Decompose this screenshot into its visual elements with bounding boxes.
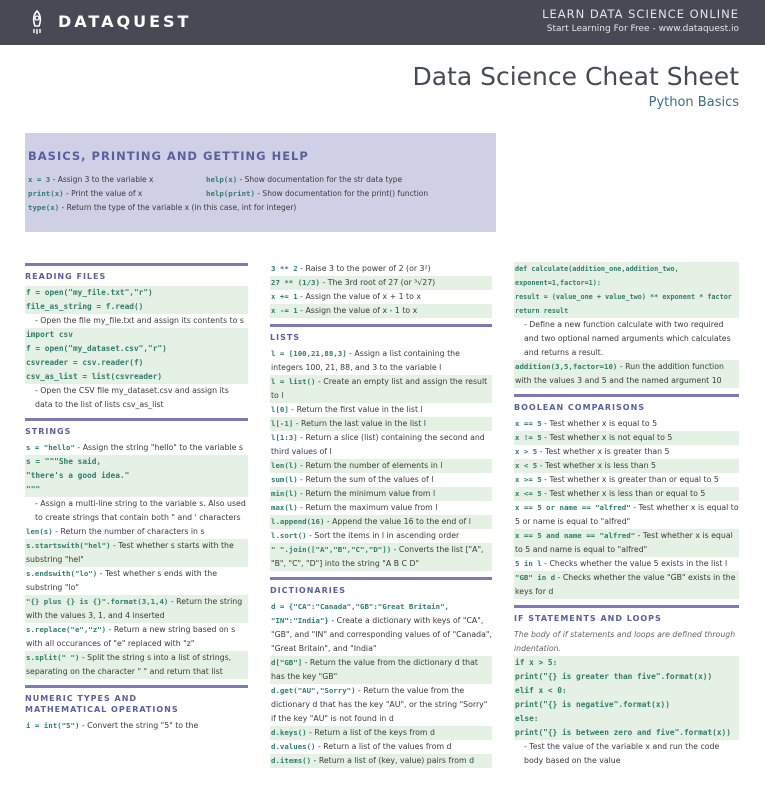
list-item [270,501,492,515]
numeric-item [25,719,248,733]
section-rule [25,685,248,688]
item-description: - Run the addition function with the values 3 and 5 and the named argument 10 [515,362,724,385]
section-rule [270,324,492,327]
code-snippet: help(print) [206,189,255,198]
math-item [270,262,492,276]
item-description: - Convert the string "5" to the [79,721,199,730]
list-item [270,515,492,529]
if-intro: The body of if statements and loops are defined through indentation. [514,630,736,653]
list-item [270,459,492,473]
code-snippet: l[-1] [271,419,294,428]
description: - Open the file my_file.txt and assign its contents to s [35,316,244,325]
code-snippet: d.keys() [271,728,307,737]
item-description: - Show documentation for the str data type [237,175,403,184]
list-item [270,417,492,431]
item-description: - Return the number of elements in l [297,461,443,470]
code-line: f = open("my_file.txt","r") [25,286,248,300]
dict-item [270,740,492,754]
reading-files-heading: READING FILES [25,272,107,281]
item-description: - Create a dictionary with keys of "CA", "GB", and "IN" and corresponding values of of "Canada", "Great Britain", and "India" [271,616,492,653]
code-line: def calculate(addition_one,addition_two, [514,262,739,276]
code-line: s = """She said, [25,455,248,469]
basics-left [28,201,296,215]
item-description: - Append the value 16 to the end of l [324,517,471,526]
code-snippet: 5 in l [515,559,542,568]
section-rule [514,394,739,397]
code-line: else: [514,712,739,726]
site-header [0,0,765,45]
string-item [25,595,248,623]
if-statements-heading-wrap [514,613,739,624]
item-description: - Return the maximum value from l [297,503,438,512]
code-snippet: " ".join(["A","B","C","D"]) [271,545,392,554]
column-2 [270,262,492,768]
code-snippet: "GB" in d [515,573,556,582]
code-line: """ [25,483,248,497]
item-description: - Test whether s starts with the substring "hel" [26,541,234,564]
dict-item [270,656,492,684]
item-description: - Test whether x is not equal to 5 [541,433,673,442]
item-description: - Raise 3 to the power of 2 (or 3²) [297,264,431,273]
string-item [25,651,248,679]
string-item [25,567,248,595]
code-snippet: x == 5 [515,419,542,428]
code-snippet: x > 5 [515,447,538,456]
boolean-item [514,417,739,431]
basics-rows [28,173,496,215]
boolean-item [514,501,739,529]
item-description: - Create an empty list and assign the result to l [271,377,488,400]
tagline-primary: LEARN DATA SCIENCE ONLINE [542,7,739,21]
item-description: - Return the number of characters in s [52,527,205,536]
dict-item [270,754,492,768]
code-snippet: x += 1 [271,292,298,301]
tagline [542,7,739,34]
code-snippet: i = int("5") [26,721,80,730]
item-description: - Test whether x is equal to 5 [541,419,658,428]
item-description: - The 3rd root of 27 (or ³√27) [319,278,436,287]
code-line: file_as_string = f.read() [25,300,248,314]
item-description: - Show documentation for the print() function [254,189,429,198]
code-line: return result [514,304,739,318]
list-item [270,487,492,501]
item-description: - Converts the list ["A", "B", "C", "D"] into the string "A B C D" [271,545,484,568]
code-line: csvreader = csv.reader(f) [25,356,248,370]
boolean-item [514,487,739,501]
code-line: print("{} is negative".format(x)) [514,698,739,712]
boolean-item [514,473,739,487]
code-line: print("{} is greater than five".format(x)) [514,670,739,684]
code-snippet: d.items() [271,756,312,765]
boolean-item [514,431,739,445]
code-snippet: l = list() [271,377,316,386]
item-description: - Return the value from the dictionary d that has the key "GB" [271,658,478,681]
item-description: - Sort the items in l in ascending order [306,531,460,540]
code-snippet: s.endswith("lo") [26,569,98,578]
item-description: - Return the minimum value from l [297,489,436,498]
dictionaries-heading: DICTIONARIES [270,586,346,595]
item-description: - Assign 3 to the variable x [50,175,154,184]
math-item [270,304,492,318]
item-description: - Return the last value in the list l [293,419,426,428]
code-line: f = open("my_dataset.csv","r") [25,342,248,356]
code-snippet: x == 5 or name == "alfred" [515,503,631,512]
description: - Test the value of the variable x and run the code body based on the value [524,742,720,765]
basics-row [28,201,496,215]
code-snippet: len(s) [26,527,53,536]
basics-panel [25,133,496,232]
code-line: elif x < 0: [514,684,739,698]
item-description: - Assign the value of x + 1 to x [297,292,421,301]
string-item [25,525,248,539]
boolean-item [514,557,739,571]
item-description: - Return the sum of the values of l [297,475,434,484]
code-line: print("{} is between zero and five".format(x)) [514,726,739,740]
section-rule [514,605,739,608]
item-description: - Checks whether the value 5 exists in the list l [541,559,728,568]
code-snippet: d.get("AU","Sorry") [271,686,356,695]
code-snippet: l.sort() [271,531,307,540]
list-item [270,529,492,543]
item-description: - Return a list of the values from d [315,742,452,751]
code-line: "there's a good idea." [25,469,248,483]
item-description: - Checks whether the value "GB" exists in the keys for d [515,573,736,596]
item-description: - Return the string with the values 3, 1, and 4 inserted [26,597,243,620]
code-snippet: "{} plus {} is {}".format(3,1,4) [26,597,169,606]
code-snippet: max(l) [271,503,298,512]
code-snippet: d.values() [271,742,316,751]
list-item [270,473,492,487]
basics-left [28,173,206,187]
code-snippet: s.startswith("hel") [26,541,111,550]
page-title: Data Science Cheat Sheet [412,62,739,91]
code-snippet: l.append(16) [271,517,325,526]
math-item [270,276,492,290]
code-snippet: x < 5 [515,461,538,470]
code-line: exponent=1,factor=1): [514,276,739,290]
code-line: result = (value_one + value_two) ** exponent * factor [514,290,739,304]
dict-item [270,726,492,740]
description: - Define a new function calculate with two required and two optional named arguments which calculates and returns a result. [524,320,731,357]
code-snippet: 27 ** (1/3) [271,278,320,287]
code-snippet: sum(l) [271,475,298,484]
rocket-logo-icon [24,9,50,35]
list-item [270,375,492,403]
code-snippet: print(x) [28,189,64,198]
code-snippet: x = 3 [28,175,51,184]
item-description: - Test whether x is less than or equal to 5 [541,489,706,498]
code-line: csv_as_list = list(csvreader) [25,370,248,384]
list-item [270,347,492,375]
dict-item [270,600,492,656]
strings-heading: STRINGS [25,427,72,436]
item-description: - Return a slice (list) containing the second and third values of l [271,433,485,456]
lists-heading-wrap [270,332,492,343]
code-snippet: x >= 5 [515,475,542,484]
code-snippet: type(x) [28,203,60,212]
item-description: - Test whether s ends with the substring "lo" [26,569,217,592]
item-description: - Test whether x is equal to 5 or name is equal to "alfred" [515,503,739,526]
code-snippet: d = {"CA":"Canada","GB":"Great Britain", "IN":"India"} [271,602,449,625]
string-item [25,623,248,651]
code-snippet: help(x) [206,175,238,184]
list-item [270,543,492,571]
boolean-heading: BOOLEAN COMPARISONS [514,403,646,412]
code-snippet: l[0] [271,405,289,414]
column-3 [514,262,739,768]
code-snippet: 3 ** 2 [271,264,298,273]
code-snippet: d["GB"] [271,658,303,667]
item-description: - Test whether x is greater than or equal to 5 [541,475,719,484]
math-item [270,290,492,304]
boolean-heading-wrap [514,402,739,413]
code-snippet: min(l) [271,489,298,498]
item-description: - Assign the value of x - 1 to x [297,306,418,315]
numeric-heading-line1: NUMERIC TYPES AND [25,694,138,703]
item-description: - Return a new string based on s with all occurances of "e" replaced with "z" [26,625,236,648]
function-call-item [514,360,739,388]
if-statements-heading: IF STATEMENTS AND LOOPS [514,614,662,623]
basics-right [206,187,428,201]
list-item [270,403,492,417]
item-description: - Return the type of the variable x (in this case, int for integer) [59,203,297,212]
code-snippet: s = "hello" [26,443,75,452]
section-rule [270,577,492,580]
numeric-heading [25,693,248,715]
item-description: - Print the value of x [63,189,143,198]
code-snippet: x -= 1 [271,306,298,315]
code-snippet: s.split(" ") [26,653,80,662]
basics-heading: BASICS, PRINTING AND GETTING HELP [28,149,309,163]
code-snippet: x <= 5 [515,489,542,498]
item-description: - Test whether x is equal to 5 and name is equal to "alfred" [515,531,733,554]
boolean-item [514,571,739,599]
tagline-link[interactable]: Start Learning For Free - www.dataquest.io [546,24,739,34]
item-description: - Return the first value in the list l [288,405,423,414]
code-snippet: addition(3,5,factor=10) [515,362,618,371]
basics-right [206,173,402,187]
boolean-item [514,445,739,459]
string-assign-item [25,441,248,455]
item-description: - Test whether x is less than 5 [537,461,656,470]
item-description: - Return a list of the keys from d [306,728,435,737]
code-snippet: x == 5 and name == "alfred" [515,531,636,540]
section-rule [25,418,248,421]
item-description: - Assign a list containing the integers 100, 21, 88, and 3 to the variable l [271,349,460,372]
numeric-heading-line2: MATHEMATICAL OPERATIONS [25,705,179,714]
dict-item [270,684,492,726]
code-snippet: len(l) [271,461,298,470]
code-snippet: l[1:3] [271,433,298,442]
item-description: - Return a list of (key, value) pairs from d [311,756,475,765]
boolean-item [514,459,739,473]
item-description: - Test whether x is greater than 5 [537,447,670,456]
item-description: - Split the string s into a list of strings, separating on the character " " and return that list [26,653,232,676]
page-subtitle: Python Basics [648,95,739,110]
list-item [270,431,492,459]
column-1 [25,263,248,733]
brand-name: DATAQUEST [58,12,192,31]
description: - Open the CSV file my_dataset.csv and assign its data to the list of lists csv_as_list [35,386,229,409]
dictionaries-heading-wrap [270,585,492,596]
boolean-item [514,529,739,557]
code-line: if x > 5: [514,656,739,670]
code-snippet: x != 5 [515,433,542,442]
basics-left [28,187,206,201]
strings-heading-wrap [25,426,248,437]
reading-files-heading-wrap [25,271,248,282]
basics-row [28,187,496,201]
code-snippet: l = [100,21,88,3] [271,349,347,358]
item-description: - Assign the string "hello" to the variable s [74,443,243,452]
string-item [25,539,248,567]
lists-heading: LISTS [270,333,301,342]
code-line: import csv [25,328,248,342]
item-description: - Return the value from the dictionary d that has the key "AU", or the string "Sorry" if the key "AU" is not found in d [271,686,488,723]
description: - Assign a multi-line string to the variable s. Also used to create strings that contain both " and ' characters [35,499,246,522]
basics-row [28,173,496,187]
code-snippet: s.replace("e","z") [26,625,107,634]
